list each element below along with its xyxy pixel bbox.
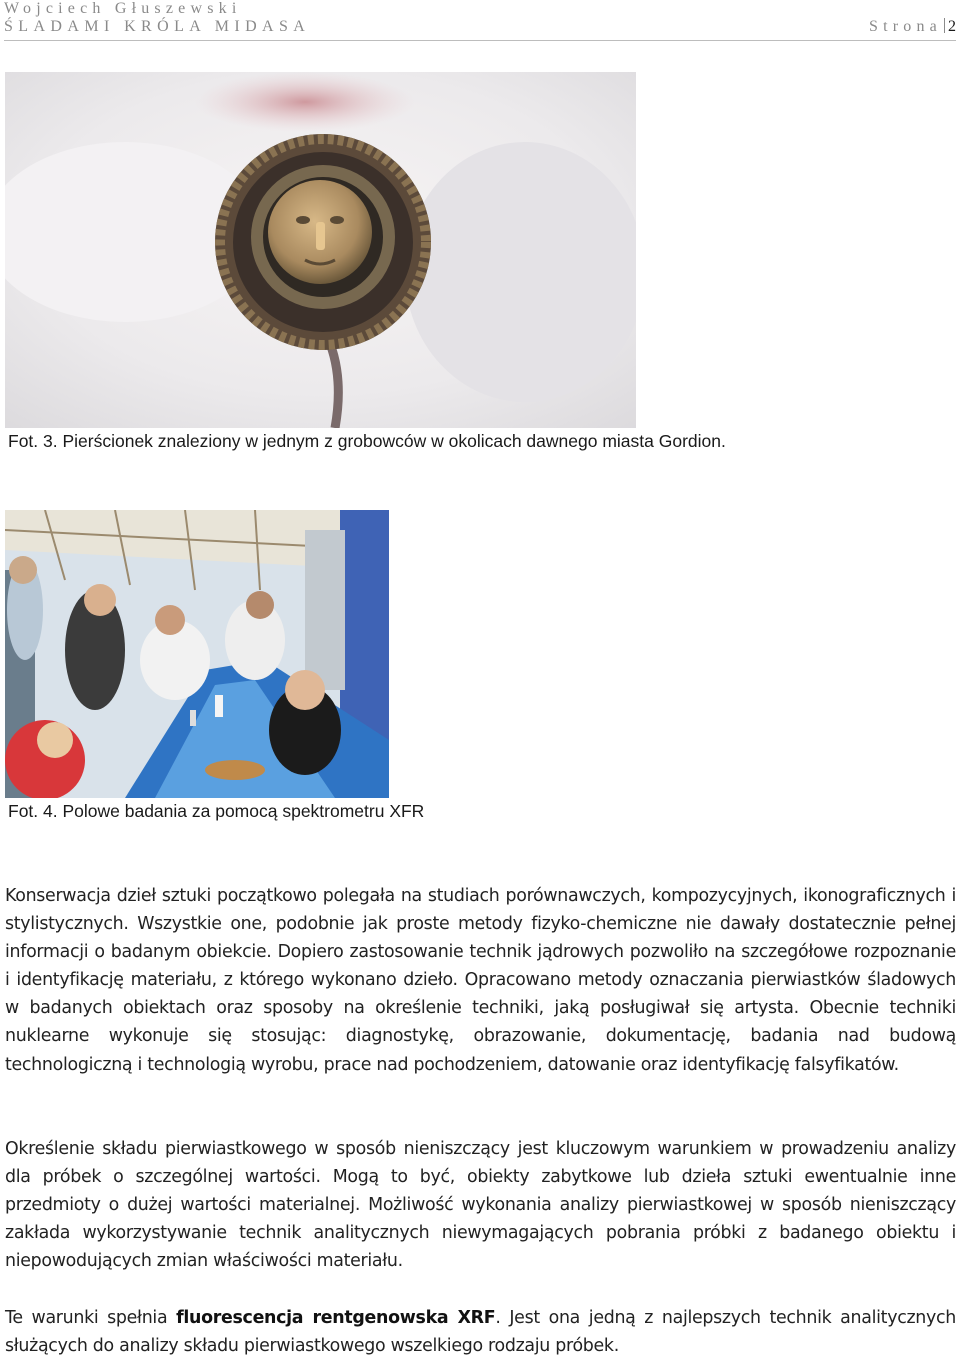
page-number-label [869,18,956,36]
paragraph-3-text-2: . Jest ona jedną z najlepszych technik analitycznych służących do analizy składu pierwiastkowego wszelkiego rodzaju próbek. [5,1308,956,1357]
header-author: Wojciech Głuszewski [4,0,242,17]
figure-caption-1: Fot. 3. Pierścionek znaleziony w jednym z grobowców w okolicach dawnego miasta Gordion. [8,431,726,451]
ring-photo [5,72,636,428]
page-number: 2 [948,18,956,35]
xrf-term: fluorescencja rentgenowska XRF [176,1308,496,1328]
field-research-photo [5,510,389,798]
page-separator [944,18,945,33]
paragraph-1: Konserwacja dzieł sztuki początkowo polegała na studiach porównawczych, kompozycyjnych, ikonograficznych i stylistycznych. Wszystkie one, podobnie jak proste metody fizyko-chemiczne nie dawały dostatecznie pełnej informacji o badanym obiekcie. Dopiero zastosowanie technik jądrowych pozwoliło na szczegółowe rozpoznanie i identyfikację materiału, z którego wykonano dzieło. Opracowano metody oznaczania pierwiastków śladowych w badanych obiektach oraz sposoby na określenie techniki, jaką posługiwał się artysta. Obecnie techniki nuklearne wykonuje się stosując: diagnostykę, obrazowanie, dokumentację, badania nad budową technologiczną i technologią wyrobu, prace nad pochodzeniem, datowanie oraz identyfikację falsyfikatów. [5,886,956,1075]
header-title: ŚLADAMI KRÓLA MIDASA [4,18,311,35]
paragraph-3-text-1: Te warunki spełnia [5,1308,177,1328]
page-label: Strona [869,18,942,35]
figure-caption-2: Fot. 4. Polowe badania za pomocą spektrometru XFR [8,801,425,821]
paragraph-3 [5,1304,956,1360]
page-header [4,0,956,41]
paragraph-2: Określenie składu pierwiastkowego w sposób nieniszczący jest kluczowym warunkiem w prowadzeniu analizy dla próbek o szczególnej wartości. Mogą to być, obiekty zabytkowe lub dzieła sztuki ewentualnie inne przedmioty o dużej wartości materialnej. Możliwość wykonania analizy pierwiastkowej w sposób nieniszczący zakłada wykorzystywanie technik analitycznych niewymagających pobrania próbki z badanego obiektu i niepowodujących zmian właściwości materiału. [5,1139,956,1272]
